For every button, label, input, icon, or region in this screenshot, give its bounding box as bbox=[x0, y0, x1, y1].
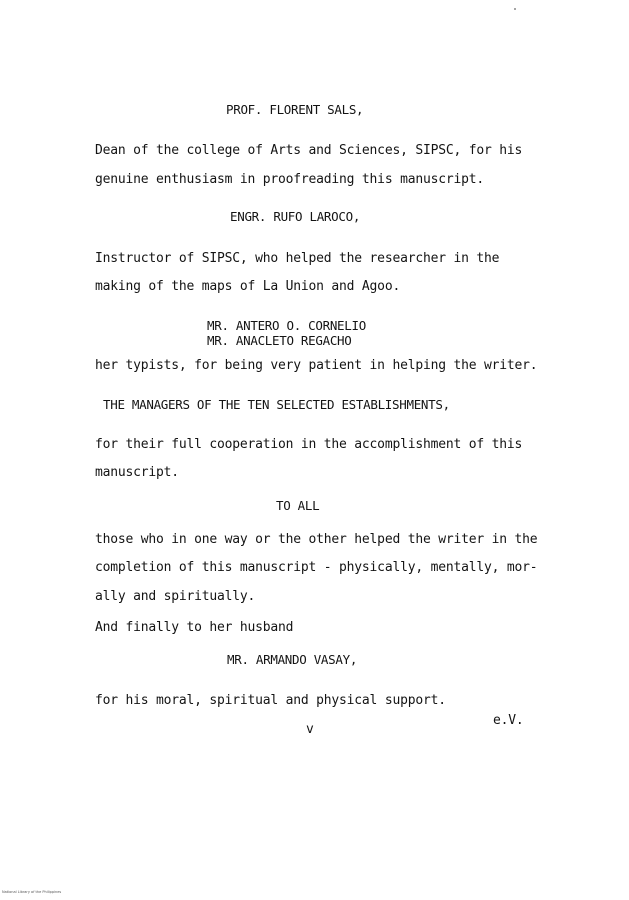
text-line: her typists, for being very patient in helping the writer. bbox=[95, 358, 538, 373]
text-line: genuine enthusiasm in proofreading this manuscript. bbox=[95, 172, 484, 187]
acknowledgee-regacho: MR. ANACLETO REGACHO bbox=[207, 333, 352, 348]
library-footer: National Library of the Philippines bbox=[2, 890, 62, 894]
acknowledgee-cornelio: MR. ANTERO O. CORNELIO bbox=[207, 318, 366, 333]
acknowledgee-managers: THE MANAGERS OF THE TEN SELECTED ESTABLISHMENTS, bbox=[103, 397, 450, 412]
acknowledgee-vasay: MR. ARMANDO VASAY, bbox=[227, 652, 358, 667]
acknowledgee-laroco: ENGR. RUFO LAROCO, bbox=[230, 209, 361, 224]
page-number: v bbox=[306, 722, 314, 737]
text-line: for his moral, spiritual and physical support. bbox=[95, 693, 446, 708]
text-line: Dean of the college of Arts and Sciences, SIPSC, for his bbox=[95, 143, 523, 158]
text-line: ally and spiritually. bbox=[95, 589, 256, 604]
text-line: Instructor of SIPSC, who helped the researcher in the bbox=[95, 251, 500, 266]
text-line: making of the maps of La Union and Agoo. bbox=[95, 279, 401, 294]
acknowledgee-to-all: TO ALL bbox=[276, 498, 320, 513]
text-line: those who in one way or the other helped the writer in the bbox=[95, 532, 538, 547]
text-line: for their full cooperation in the accomplishment of this bbox=[95, 437, 523, 452]
text-line: And finally to her husband bbox=[95, 620, 294, 635]
text-line: completion of this manuscript - physically, mentally, mor- bbox=[95, 560, 538, 575]
text-line: manuscript. bbox=[95, 465, 179, 480]
author-initials: e.V. bbox=[493, 713, 524, 728]
acknowledgee-sals: PROF. FLORENT SALS, bbox=[226, 102, 364, 117]
scan-speck bbox=[514, 8, 516, 10]
